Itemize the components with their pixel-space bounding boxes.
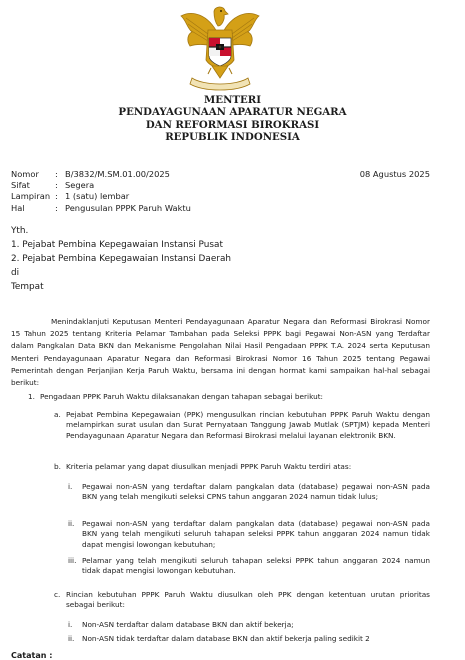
meta-colon: : [55, 180, 58, 191]
recipient-2: 2. Pejabat Pembina Kepegawaian Instansi Daerah [11, 253, 232, 264]
point-1 [28, 392, 430, 402]
recipient-1: 1. Pejabat Pembina Kepegawaian Instansi Pusat [11, 239, 223, 250]
point-b-i-marker: i. [68, 482, 73, 491]
garuda-emblem [178, 4, 262, 94]
meta-colon: : [55, 202, 58, 213]
recipient-tempat: Tempat [11, 281, 44, 292]
point-a-text: Pejabat Pembina Kepegawaian (PPK) mengusulkan rincian kebutuhan PPPK Paruh Waktu dengan melampirkan surat usulan dan Surat Pernyataan Tanggung Jawab Mutlak (SPTJM) kepada Menteri Pendayagunaan Aparatur Negara dan Reformasi Birokrasi melalui layanan elektronik BKN. [66, 410, 430, 440]
point-b-ii-text: Pegawai non-ASN yang terdaftar dalam pangkalan data (database) pegawai non-ASN pada BKN yang telah mengikuti seluruh tahapan seleksi PPPK tahun anggaran 2024 namun tidak dapat mengisi lowongan kebutuhan; [82, 519, 430, 549]
meta-row-nomor [11, 169, 191, 180]
point-c-ii-marker: ii. [68, 634, 75, 643]
point-b [54, 462, 430, 472]
letterhead-line-2: PENDAYAGUNAAN APARATUR NEGARA [118, 106, 347, 119]
meta-row-hal [11, 203, 191, 214]
point-c-i-text: Non-ASN terdaftar dalam database BKN dan aktif bekerja; [82, 620, 294, 629]
point-c-ii [68, 634, 448, 644]
point-c-i-marker: i. [68, 620, 73, 629]
letterhead [0, 94, 465, 144]
point-c-i [68, 620, 430, 630]
point-b-ii [68, 519, 430, 550]
point-b-text: Kriteria pelamar yang dapat diusulkan menjadi PPPK Paruh Waktu terdiri atas: [66, 462, 352, 471]
hal-label: Hal [11, 202, 25, 213]
letterhead-line-1: MENTERI [204, 94, 261, 106]
footnote-label: Catatan : [11, 651, 53, 660]
point-c-text: Rincian kebutuhan PPPK Paruh Waktu diusulkan oleh PPK dengan ketentuan urutan prioritas sebagai berikut: [66, 590, 430, 610]
sifat-label: Sifat [11, 180, 30, 191]
point-b-iii-marker: iii. [68, 556, 77, 565]
point-c [54, 590, 430, 611]
letterhead-line-3: DAN REFORMASI BIROKRASI [145, 118, 320, 131]
nomor-value: B/3832/M.SM.01.00/2025 [65, 169, 170, 179]
point-c-marker: c. [54, 590, 61, 599]
letter-date: 08 Agustus 2025 [359, 169, 430, 179]
point-a-marker: a. [54, 410, 61, 419]
nomor-label: Nomor [11, 169, 39, 179]
point-b-iii-text: Pelamar yang telah mengikuti seluruh tahapan seleksi PPPK tahun anggaran 2024 namun tidak dapat mengisi lowongan kebutuhan. [82, 556, 430, 576]
meta-row-sifat [11, 180, 191, 191]
hal-value: Pengusulan PPPK Paruh Waktu [65, 202, 191, 213]
point-1-marker: 1. [28, 392, 35, 401]
recipient-di: di [11, 267, 20, 278]
meta-colon: : [55, 191, 58, 202]
point-c-ii-text: Non-ASN tidak terdaftar dalam database BKN dan aktif bekerja paling sedikit 2 [82, 634, 370, 643]
recipients [11, 225, 231, 295]
lampiran-label: Lampiran [11, 191, 51, 202]
point-b-ii-marker: ii. [68, 519, 75, 528]
point-a [54, 410, 430, 441]
point-b-marker: b. [54, 462, 61, 471]
meta-row-lampiran [11, 191, 191, 202]
point-1-text: Pengadaan PPPK Paruh Waktu dilaksanakan dengan tahapan sebagai berikut: [40, 392, 324, 401]
sifat-value: Segera [65, 180, 95, 191]
meta-colon: : [55, 169, 58, 179]
letterhead-line-4: REPUBLIK INDONESIA [165, 131, 300, 144]
lampiran-value: 1 (satu) lembar [65, 191, 130, 202]
recipient-yth: Yth. [11, 226, 29, 236]
letter-meta [11, 169, 191, 214]
point-b-i [68, 482, 430, 503]
point-b-iii [68, 556, 430, 577]
intro-paragraph: Menindaklanjuti Keputusan Menteri Pendayagunaan Aparatur Negara dan Reformasi Birokrasi Nomor 15 Tahun 2025 tentang Kriteria Pelamar Tambahan pada Seleksi PPPK bagi Pegawai Non-ASN yang Terdaftar dalam Pangkalan Data BKN dan Mekanisme Pengolahan Nilai Hasil Pengadaan PPPK T.A. 2024 serta Keputusan Menteri Pendayagunaan Aparatur Negara dan Reformasi Birokrasi Nomor 16 Tahun 2025 tentang Pegawai Pemerintah dengan Perjanjian Kerja Paruh Waktu, bersama ini dengan hormat kami sampaikan hal-hal sebagai berikut: [11, 317, 430, 388]
point-b-i-text: Pegawai non-ASN yang terdaftar dalam pangkalan data (database) pegawai non-ASN pada BKN yang telah mengikuti seleksi CPNS tahun anggaran 2024 namun tidak lulus; [82, 482, 430, 502]
